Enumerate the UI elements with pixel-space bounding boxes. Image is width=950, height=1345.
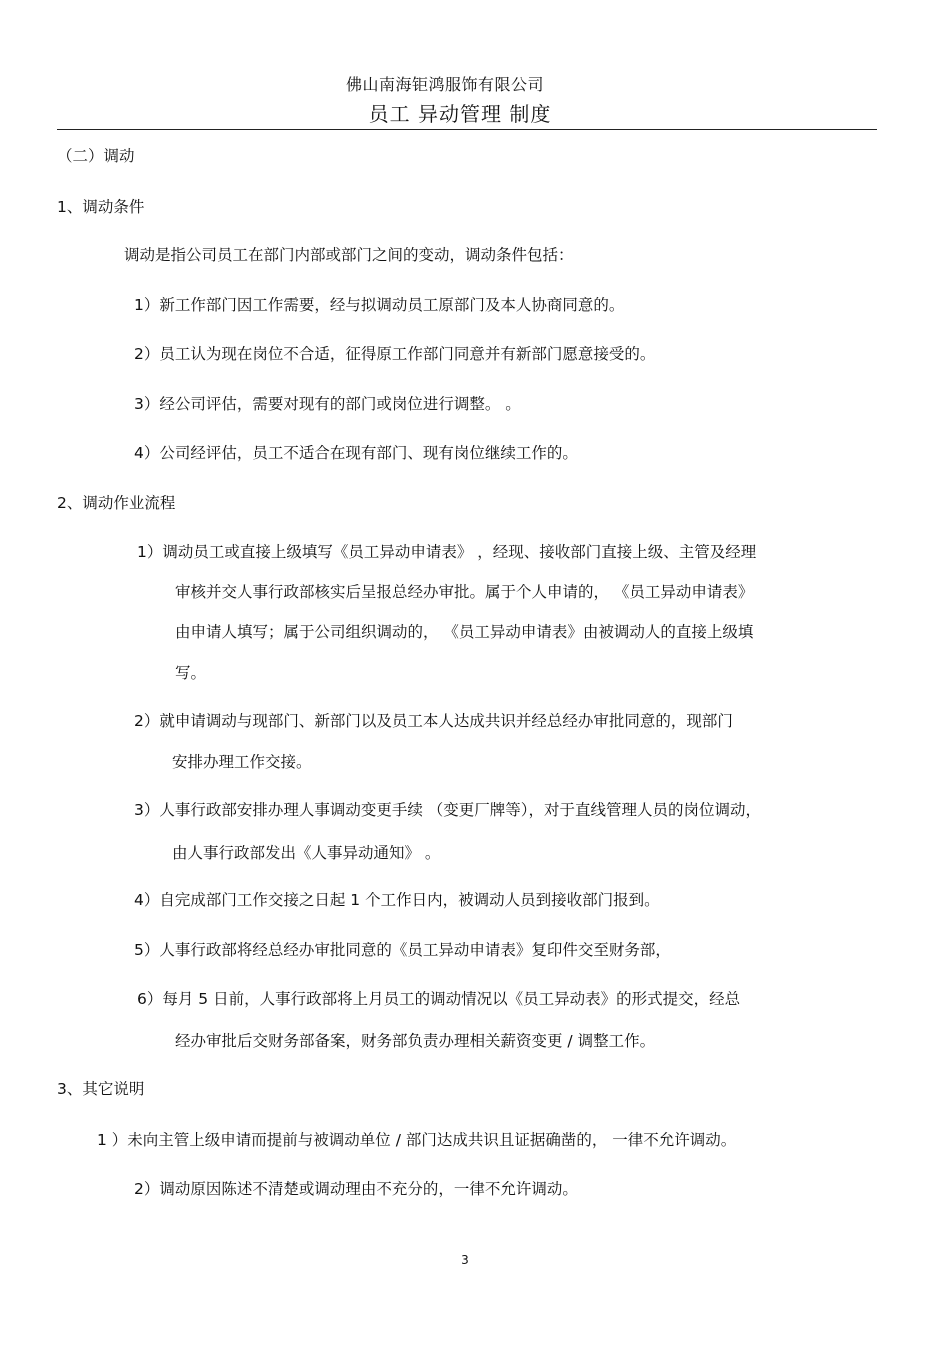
part1-intro: 调动是指公司员工在部门内部或部门之间的变动，调动条件包括： xyxy=(124,246,574,264)
part2-item-line: 经办审批后交财务部备案，财务部负责办理相关薪资变更 / 调整工作。 xyxy=(175,1032,656,1050)
part3-heading: 3、其它说明 xyxy=(57,1080,145,1098)
part2-item-line: 3）人事行政部安排办理人事调动变更手续 （变更厂牌等），对于直线管理人员的岗位调动， xyxy=(134,801,762,819)
part1-item: 4）公司经评估，员工不适合在现有部门、现有岗位继续工作的。 xyxy=(134,444,578,462)
part2-item-line: 6）每月 5 日前，人事行政部将上月员工的调动情况以《员工异动表》的形式提交，经总 xyxy=(137,990,741,1008)
part2-item-line: 写。 xyxy=(175,664,207,682)
part2-item-line: 审核并交人事行政部核实后呈报总经办审批。属于个人申请的， 《员工异动申请表》 xyxy=(175,583,754,601)
document-title: 员工 异动管理 制度 xyxy=(368,102,552,126)
part2-item-line: 1）调动员工或直接上级填写《员工异动申请表》 ，经现、接收部门直接上级、主管及经理 xyxy=(137,543,757,561)
part1-item: 2）员工认为现在岗位不合适，征得原工作部门同意并有新部门愿意接受的。 xyxy=(134,345,656,363)
section-heading: （二）调动 xyxy=(57,147,135,165)
part2-item-line: 5）人事行政部将经总经办审批同意的《员工异动申请表》复印件交至财务部， xyxy=(134,941,671,959)
part1-heading: 1、调动条件 xyxy=(57,198,145,216)
header-divider xyxy=(57,129,877,130)
part2-item-line: 2）就申请调动与现部门、新部门以及员工本人达成共识并经总经办审批同意的，现部门 xyxy=(134,712,733,730)
part2-item-line: 安排办理工作交接。 xyxy=(172,753,312,771)
part2-heading: 2、调动作业流程 xyxy=(57,494,176,512)
company-name: 佛山南海钜鸿服饰有限公司 xyxy=(345,75,544,94)
part3-item: 2）调动原因陈述不清楚或调动理由不充分的，一律不允许调动。 xyxy=(134,1180,578,1198)
page-number: 3 xyxy=(461,1253,469,1267)
part2-item-line: 由申请人填写；属于公司组织调动的， 《员工异动申请表》由被调动人的直接上级填 xyxy=(175,623,754,641)
part1-item: 3）经公司评估，需要对现有的部门或岗位进行调整。 。 xyxy=(134,395,521,413)
part2-item-line: 4）自完成部门工作交接之日起 1 个工作日内，被调动人员到接收部门报到。 xyxy=(134,891,660,909)
part1-item: 1）新工作部门因工作需要，经与拟调动员工原部门及本人协商同意的。 xyxy=(134,296,625,314)
part3-item: 1 ）未向主管上级申请而提前与被调动单位 / 部门达成共识且证据确凿的， 一律不允许调动。 xyxy=(97,1131,737,1149)
part2-item-line: 由人事行政部发出《人事异动通知》 。 xyxy=(172,844,441,862)
